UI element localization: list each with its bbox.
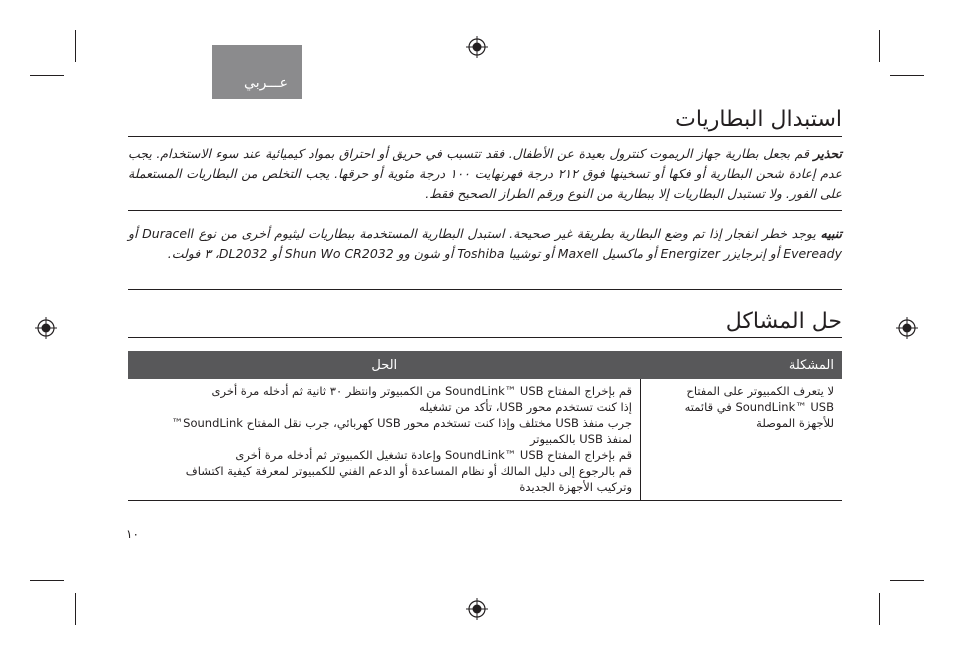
crop-mark (879, 30, 880, 62)
registration-mark-icon (466, 598, 488, 620)
language-tab (212, 45, 302, 99)
solution-line: جرب منفذ USB مختلف وإذا كنت تستخدم محور USB كهربائي، جرب نقل المفتاح SoundLink™ (171, 416, 632, 430)
troubleshooting-table (128, 351, 842, 501)
crop-mark (879, 593, 880, 625)
page-number: ١٠ (126, 527, 139, 541)
crop-mark (75, 30, 76, 62)
solution-line: قم بإخراج المفتاح SoundLink™ USB من الكمبيوتر وانتظر ٣٠ ثانية ثم أدخله مرة أخرى (211, 384, 632, 398)
solution-line: لمنفذ USB بالكمبيوتر (529, 432, 632, 446)
divider (128, 210, 842, 211)
table-header-solution: الحل (128, 351, 641, 379)
crop-mark (30, 580, 64, 581)
table-row (128, 379, 842, 501)
solution-line: وتركيب الأجهزة الجديدة (519, 480, 632, 494)
problem-cell: لا يتعرف الكمبيوتر على المفتاح SoundLink™ USB في قائمته للأجهزة الموصلة (641, 379, 843, 501)
table-header-problem: المشكلة (641, 351, 843, 379)
registration-mark-icon (896, 317, 918, 339)
language-tab-label: عـــربي (244, 75, 288, 91)
divider (128, 337, 842, 338)
caution-text: يوجد خطر انفجار إذا تم وضع البطارية بطريقة غير صحيحة. استبدل البطارية المستخدمة ببطاريات ليثيوم أخرى من نوع Duracell أو Eveready أو إنرجايزر Energizer أو ماكسيل Maxell أو توشيبا Toshiba أو شون وو Shun Wo CR2032 أو DL2032، ٣ فولت. (128, 226, 842, 261)
section-title-battery: استبدال البطاريات (675, 107, 842, 132)
crop-mark (890, 75, 924, 76)
caution-label: تنبيه (820, 226, 842, 241)
solution-cell (128, 379, 641, 501)
crop-mark (890, 580, 924, 581)
warning-text: قم بجعل بطارية جهاز الريموت كنترول بعيدة عن الأطفال. فقد تتسبب في حريق أو احتراق بمواد كيميائية عند سوء الاستخدام. يجب عدم إعادة شحن البطارية أو فكها أو تسخينها فوق ٢١٢ درجة فهرنهايت ١٠٠ درجة مئوية أو حرقها. يجب التخلص من البطاريات المستعملة على الفور. ولا تستبدل البطاريات إلا ببطارية من النوع ورقم الطراز الصحيح فقط. (128, 146, 842, 201)
registration-mark-icon (466, 36, 488, 58)
crop-mark (75, 593, 76, 625)
solution-line: إذا كنت تستخدم محور USB، تأكد من تشغيله (419, 400, 632, 414)
divider (128, 136, 842, 137)
divider (128, 289, 842, 290)
warning-paragraph (128, 144, 842, 204)
caution-paragraph (128, 224, 842, 264)
solution-line: قم بإخراج المفتاح SoundLink™ USB وإعادة تشغيل الكمبيوتر ثم أدخله مرة أخرى (235, 448, 632, 462)
warning-label: تحذير (813, 146, 842, 161)
section-title-troubleshooting: حل المشاكل (725, 309, 842, 334)
solution-line: قم بالرجوع إلى دليل المالك أو نظام المساعدة أو الدعم الفني للكمبيوتر لمعرفة كيفية اكتشاف (185, 464, 632, 478)
registration-mark-icon (35, 317, 57, 339)
crop-mark (30, 75, 64, 76)
